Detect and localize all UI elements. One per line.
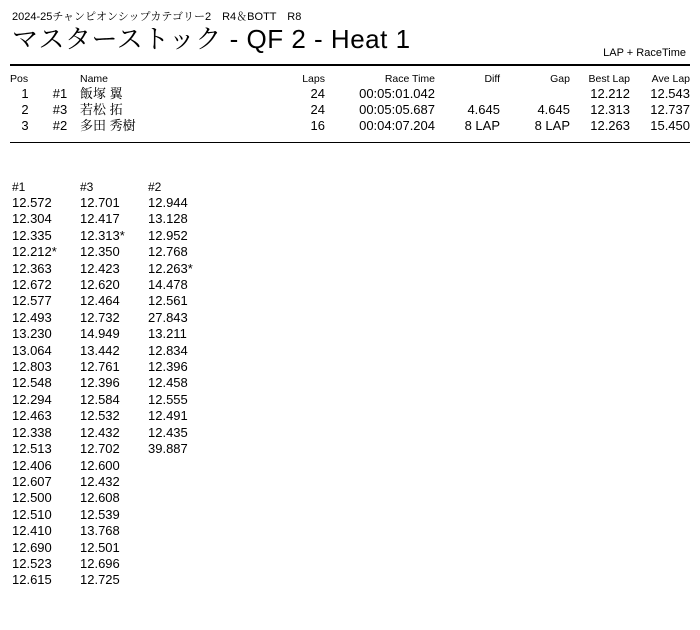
lap-time: 12.338 — [12, 424, 52, 440]
lap-time: 12.501 — [80, 539, 120, 555]
lap-time: 12.513 — [12, 441, 52, 457]
lap-time: 12.608 — [80, 490, 120, 506]
gap: 4.645 — [537, 102, 570, 117]
lap-time: 12.548 — [12, 375, 52, 391]
car-number: #3 — [52, 102, 68, 117]
lap-column — [80, 179, 148, 589]
lap-column-car-number: #3 — [80, 180, 94, 194]
lap-time: 12.458 — [148, 375, 188, 391]
result-row — [10, 118, 690, 134]
diff — [435, 86, 500, 102]
lap-time: 12.396 — [80, 375, 120, 391]
lap-time: 12.607 — [12, 473, 52, 489]
race-time: 00:04:07.204 — [359, 118, 435, 133]
lap-time: 12.463 — [12, 408, 52, 424]
lap-time: 12.417 — [80, 211, 120, 227]
lap-time: 13.768 — [80, 523, 120, 539]
header-divider — [10, 64, 690, 66]
lap-time: 13.128 — [148, 211, 188, 227]
col-header-best-lap: Best Lap — [588, 73, 630, 85]
best-lap: 12.313 — [590, 102, 630, 117]
lap-time: 12.532 — [80, 408, 120, 424]
lap-time: 12.834 — [148, 342, 188, 358]
lap-time: 12.435 — [148, 424, 188, 440]
lap-time: 12.572 — [12, 195, 52, 210]
col-header-diff: Diff — [484, 73, 500, 85]
driver-name: 多田 秀樹 — [80, 118, 136, 133]
lap-time: 12.732 — [80, 309, 120, 325]
lap-time: 12.406 — [12, 457, 52, 473]
lap-time: 14.949 — [80, 326, 120, 342]
diff: 4.645 — [467, 102, 500, 117]
ave-lap: 15.450 — [650, 118, 690, 133]
col-header-laps: Laps — [302, 73, 325, 85]
lap-time: 12.768 — [148, 244, 188, 260]
diff: 8 LAP — [464, 118, 500, 133]
lap-time: 12.761 — [80, 359, 120, 375]
lap-time: 12.561 — [148, 293, 188, 309]
lap-time: 12.523 — [12, 555, 52, 571]
lap-time: 12.952 — [148, 227, 188, 243]
results-divider — [10, 142, 690, 143]
lap-time: 12.464 — [80, 293, 120, 309]
gap — [500, 86, 570, 102]
result-row — [10, 86, 690, 102]
lap-time: 12.615 — [12, 572, 52, 588]
lap-time: 12.510 — [12, 506, 52, 522]
lap-time: 12.600 — [80, 457, 120, 473]
lap-time: 12.491 — [148, 408, 188, 424]
col-header-race-time: Race Time — [384, 73, 435, 85]
lap-time: 12.396 — [148, 359, 188, 375]
lap-time: 13.064 — [12, 342, 52, 358]
lap-time: 12.500 — [12, 490, 52, 506]
results-table — [10, 72, 690, 134]
lap-time: 12.363 — [12, 260, 52, 276]
lap-time: 12.944 — [148, 195, 188, 210]
page-title: マスターストック - QF 2 - Heat 1 — [12, 24, 411, 54]
car-number: #2 — [52, 118, 68, 133]
lap-column-car-number: #2 — [148, 180, 162, 194]
driver-name: 飯塚 翼 — [80, 86, 123, 101]
event-subtitle: 2024-25チャンピオンシップカテゴリー2 R4＆BOTT R8 — [12, 11, 302, 23]
lap-time: 27.843 — [148, 309, 188, 325]
position: 1 — [21, 86, 29, 101]
laps: 24 — [310, 102, 325, 117]
lap-time: 12.432 — [80, 473, 120, 489]
laps: 24 — [310, 86, 325, 101]
car-number: #1 — [52, 86, 68, 101]
ave-lap: 12.737 — [650, 102, 690, 117]
lap-time: 12.577 — [12, 293, 52, 309]
lap-time: 12.212* — [12, 244, 57, 260]
lap-time: 12.725 — [80, 572, 120, 588]
lap-time: 14.478 — [148, 277, 188, 293]
best-lap: 12.263 — [590, 118, 630, 133]
lap-time: 12.304 — [12, 211, 52, 227]
lap-time: 12.702 — [80, 441, 120, 457]
lap-column — [12, 179, 80, 589]
lap-time: 39.887 — [148, 441, 188, 457]
lap-time: 12.410 — [12, 523, 52, 539]
lap-time: 12.350 — [80, 244, 120, 260]
lap-time: 12.313* — [80, 227, 125, 243]
position: 2 — [21, 102, 29, 117]
race-time: 00:05:05.687 — [359, 102, 435, 117]
lap-time: 13.442 — [80, 342, 120, 358]
lap-time: 12.620 — [80, 277, 120, 293]
lap-time: 12.539 — [80, 506, 120, 522]
race-time: 00:05:01.042 — [359, 86, 435, 101]
report-mode-label: LAP + RaceTime — [603, 47, 686, 59]
lap-time: 12.432 — [80, 424, 120, 440]
position: 3 — [21, 118, 29, 133]
lap-time: 13.230 — [12, 326, 52, 342]
lap-column — [148, 179, 216, 589]
lap-time: 12.294 — [12, 391, 52, 407]
ave-lap: 12.543 — [650, 86, 690, 101]
lap-time: 12.701 — [80, 195, 120, 210]
result-row — [10, 102, 690, 118]
col-header-name: Name — [80, 73, 109, 85]
lap-times-section — [12, 179, 216, 589]
lap-column-car-number: #1 — [12, 180, 26, 194]
lap-time: 12.493 — [12, 309, 52, 325]
gap: 8 LAP — [534, 118, 570, 133]
best-lap: 12.212 — [590, 86, 630, 101]
driver-name: 若松 拓 — [80, 102, 123, 117]
lap-time: 12.555 — [148, 391, 188, 407]
lap-time: 12.696 — [80, 555, 120, 571]
results-header-row — [10, 72, 690, 86]
lap-time: 12.263* — [148, 260, 193, 276]
lap-time: 12.423 — [80, 260, 120, 276]
lap-time: 13.211 — [148, 326, 187, 342]
lap-time: 12.584 — [80, 391, 120, 407]
col-header-ave-lap: Ave Lap — [651, 73, 690, 85]
lap-time: 12.803 — [12, 359, 52, 375]
col-header-pos: Pos — [10, 73, 29, 85]
lap-time: 12.690 — [12, 539, 52, 555]
laps: 16 — [310, 118, 325, 133]
lap-time: 12.335 — [12, 227, 52, 243]
lap-time: 12.672 — [12, 277, 52, 293]
col-header-gap: Gap — [550, 73, 570, 85]
